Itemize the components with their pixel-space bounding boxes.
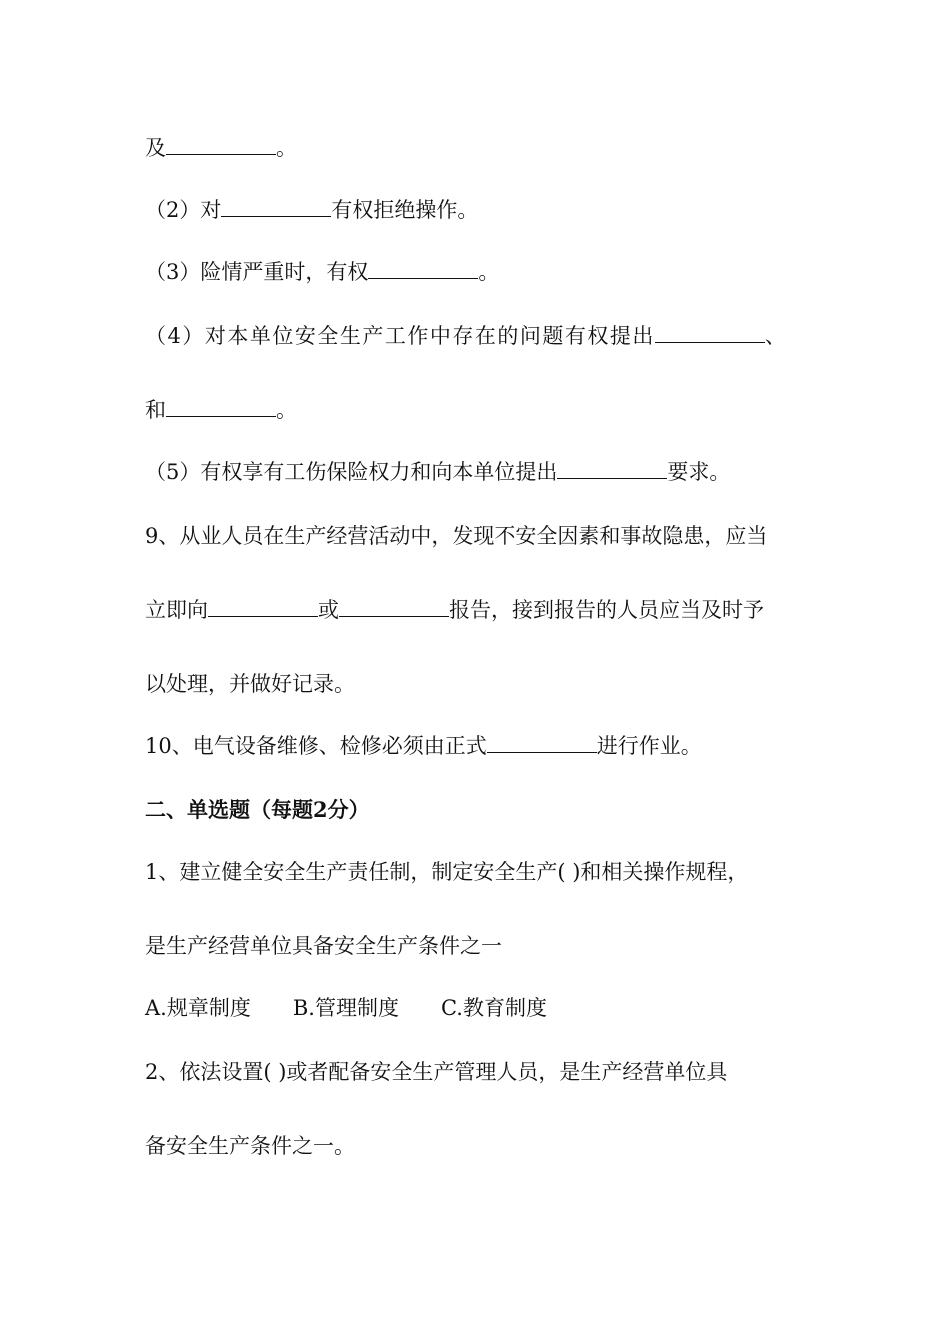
text-segment: 要求。	[667, 460, 731, 484]
text-segment: 立即向	[145, 598, 208, 622]
fill-blank	[339, 596, 449, 617]
section-heading: 二、单选题（每题2分）	[145, 797, 370, 822]
text-segment: （4）对本单位安全生产工作中存在的问题有权提出	[145, 324, 655, 348]
option-b: B.管理制度	[292, 996, 399, 1020]
text-segment: 或	[318, 598, 339, 622]
fill-blank	[557, 458, 667, 479]
question-2-stem: 2、依法设置( )或者配备安全生产管理人员，是生产经营单位具	[145, 1060, 728, 1084]
text-line	[145, 522, 767, 550]
text-line	[145, 732, 702, 760]
fill-blank	[208, 596, 318, 617]
text-line	[145, 670, 355, 698]
fill-blank	[221, 196, 331, 217]
text-segment: 。	[276, 136, 297, 160]
fill-blank	[487, 732, 597, 753]
text-line	[145, 322, 787, 350]
text-line	[145, 596, 764, 624]
text-segment: 。	[478, 260, 500, 284]
text-line	[145, 196, 478, 224]
fill-blank	[368, 258, 478, 279]
text-line	[145, 258, 499, 286]
text-segment: 及	[145, 136, 166, 160]
question-1-stem: 1、建立健全安全生产责任制，制定安全生产( )和相关操作规程，	[145, 860, 749, 884]
fill-blank	[655, 322, 765, 343]
text-segment: 。	[276, 398, 297, 422]
text-segment: （3）险情严重时，有权	[145, 260, 369, 284]
option-a: A.规章制度	[145, 996, 251, 1020]
text-segment: 报告，接到报告的人员应当及时予	[449, 598, 764, 622]
fill-blank	[166, 396, 276, 417]
question-1-options	[145, 994, 547, 1022]
text-segment: 以处理，并做好记录。	[145, 672, 355, 696]
text-line	[145, 134, 297, 162]
text-segment: （5）有权享有工伤保险权力和向本单位提出	[145, 460, 558, 484]
question-2-stem-cont: 备安全生产条件之一。	[145, 1134, 355, 1158]
text-segment: 和	[145, 398, 166, 422]
text-segment: 有权拒绝操作。	[331, 198, 479, 222]
text-segment: 进行作业。	[596, 734, 702, 758]
text-segment: 10、电气设备维修、检修必须由正式	[145, 734, 487, 758]
question-1-stem-cont: 是生产经营单位具备安全生产条件之一	[145, 934, 502, 958]
fill-blank	[166, 134, 276, 155]
text-line	[145, 458, 730, 486]
text-segment: （2）对	[145, 198, 222, 222]
text-segment: 9、从业人员在生产经营活动中，发现不安全因素和事故隐患，应当	[145, 524, 768, 548]
text-line	[145, 396, 297, 424]
text-segment: 、	[764, 324, 788, 348]
option-c: C.教育制度	[440, 996, 547, 1020]
